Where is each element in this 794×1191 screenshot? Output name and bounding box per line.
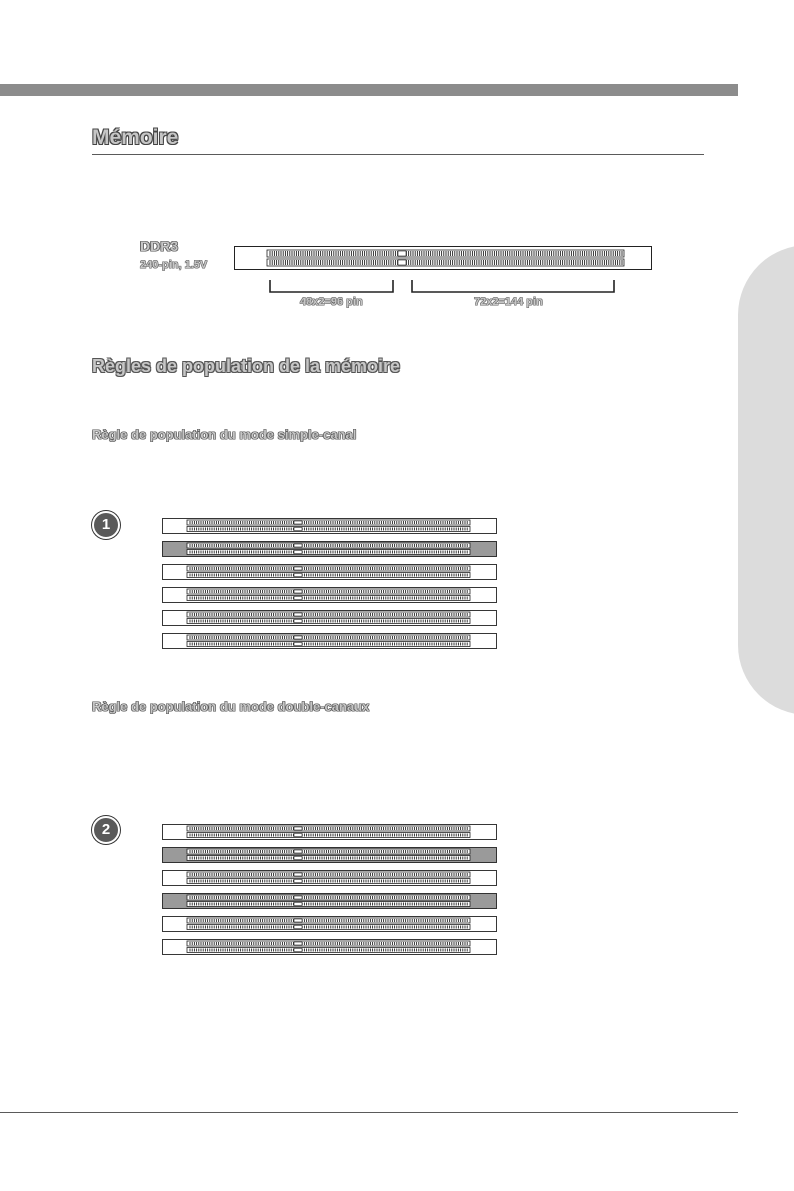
key-notch bbox=[294, 873, 302, 876]
left-pin-bracket bbox=[270, 280, 393, 292]
dual-channel-heading: Règle de population du mode double-canaux bbox=[92, 699, 370, 714]
pin-ticks bbox=[190, 551, 467, 554]
key-notch bbox=[294, 896, 302, 899]
single-slot-3 bbox=[163, 565, 497, 580]
pin-ticks bbox=[190, 850, 467, 853]
pin-ticks bbox=[190, 896, 467, 899]
pin-ticks bbox=[190, 827, 467, 830]
key-notch bbox=[294, 850, 302, 853]
key-notch bbox=[294, 880, 302, 883]
pin-ticks bbox=[190, 620, 467, 623]
ddr-type-label: DDR3 bbox=[140, 238, 179, 254]
key-notch bbox=[294, 926, 302, 929]
key-notch bbox=[294, 528, 302, 531]
pin-ticks bbox=[190, 919, 467, 922]
pin-ticks bbox=[190, 880, 467, 883]
pin-ticks bbox=[190, 834, 467, 837]
right-pin-count: 72x2=144 pin bbox=[474, 296, 543, 308]
left-pin-count: 48x2=96 pin bbox=[300, 296, 363, 308]
pin-ticks bbox=[190, 942, 467, 945]
step-2-badge: 2 bbox=[92, 816, 120, 844]
key-notch bbox=[294, 620, 302, 623]
single-slot-2 bbox=[163, 542, 497, 557]
dual-slot-6 bbox=[163, 940, 497, 955]
key-notch bbox=[294, 857, 302, 860]
pin-ticks bbox=[190, 613, 467, 616]
single-channel-heading: Règle de population du mode simple-canal bbox=[92, 427, 357, 442]
single-slot-1 bbox=[163, 519, 497, 534]
single-slot-5 bbox=[163, 611, 497, 626]
key-notch bbox=[398, 260, 406, 265]
key-notch bbox=[294, 597, 302, 600]
pin-ticks bbox=[190, 903, 467, 906]
single-slot-4 bbox=[163, 588, 497, 603]
key-notch bbox=[294, 827, 302, 830]
pin-ticks bbox=[190, 643, 467, 646]
pin-ticks bbox=[190, 567, 467, 570]
right-pin-bracket bbox=[412, 280, 614, 292]
dual-slot-4 bbox=[163, 894, 497, 909]
key-notch bbox=[294, 544, 302, 547]
key-notch bbox=[294, 567, 302, 570]
title-divider bbox=[92, 154, 704, 155]
pin-ticks bbox=[190, 636, 467, 639]
pin-ticks bbox=[190, 873, 467, 876]
key-notch bbox=[294, 574, 302, 577]
single-channel-slot-diagram bbox=[162, 518, 497, 654]
dual-slot-3 bbox=[163, 871, 497, 886]
dual-slot-2 bbox=[163, 848, 497, 863]
key-notch bbox=[294, 613, 302, 616]
pin-ticks bbox=[190, 590, 467, 593]
key-notch bbox=[294, 590, 302, 593]
pin-ticks bbox=[190, 949, 467, 952]
single-slot-6 bbox=[163, 634, 497, 649]
key-notch bbox=[294, 919, 302, 922]
pin-ticks bbox=[190, 597, 467, 600]
header-bar bbox=[0, 84, 738, 96]
pin-ticks bbox=[190, 574, 467, 577]
pin-ticks bbox=[190, 521, 467, 524]
pin-ticks bbox=[190, 926, 467, 929]
key-notch bbox=[294, 834, 302, 837]
key-notch bbox=[294, 636, 302, 639]
dual-slot-1 bbox=[163, 825, 497, 840]
footer-divider bbox=[0, 1112, 738, 1113]
key-notch bbox=[294, 942, 302, 945]
key-notch bbox=[294, 949, 302, 952]
pin-ticks bbox=[190, 857, 467, 860]
key-notch bbox=[294, 521, 302, 524]
dual-slot-5 bbox=[163, 917, 497, 932]
key-notch bbox=[294, 643, 302, 646]
chapter-side-tab bbox=[738, 245, 794, 715]
key-notch bbox=[294, 903, 302, 906]
population-rules-heading: Règles de population de la mémoire bbox=[92, 356, 401, 376]
pin-ticks bbox=[270, 251, 622, 256]
step-1-badge: 1 bbox=[92, 511, 120, 539]
ddr3-module-diagram bbox=[234, 246, 652, 298]
pin-ticks bbox=[270, 260, 622, 265]
key-notch bbox=[294, 551, 302, 554]
pin-ticks bbox=[190, 544, 467, 547]
page-title: Mémoire bbox=[92, 126, 179, 149]
ddr-spec-label: 240-pin, 1.5V bbox=[140, 259, 208, 271]
key-notch bbox=[398, 251, 406, 256]
dual-channel-slot-diagram bbox=[162, 824, 497, 960]
pin-ticks bbox=[190, 528, 467, 531]
